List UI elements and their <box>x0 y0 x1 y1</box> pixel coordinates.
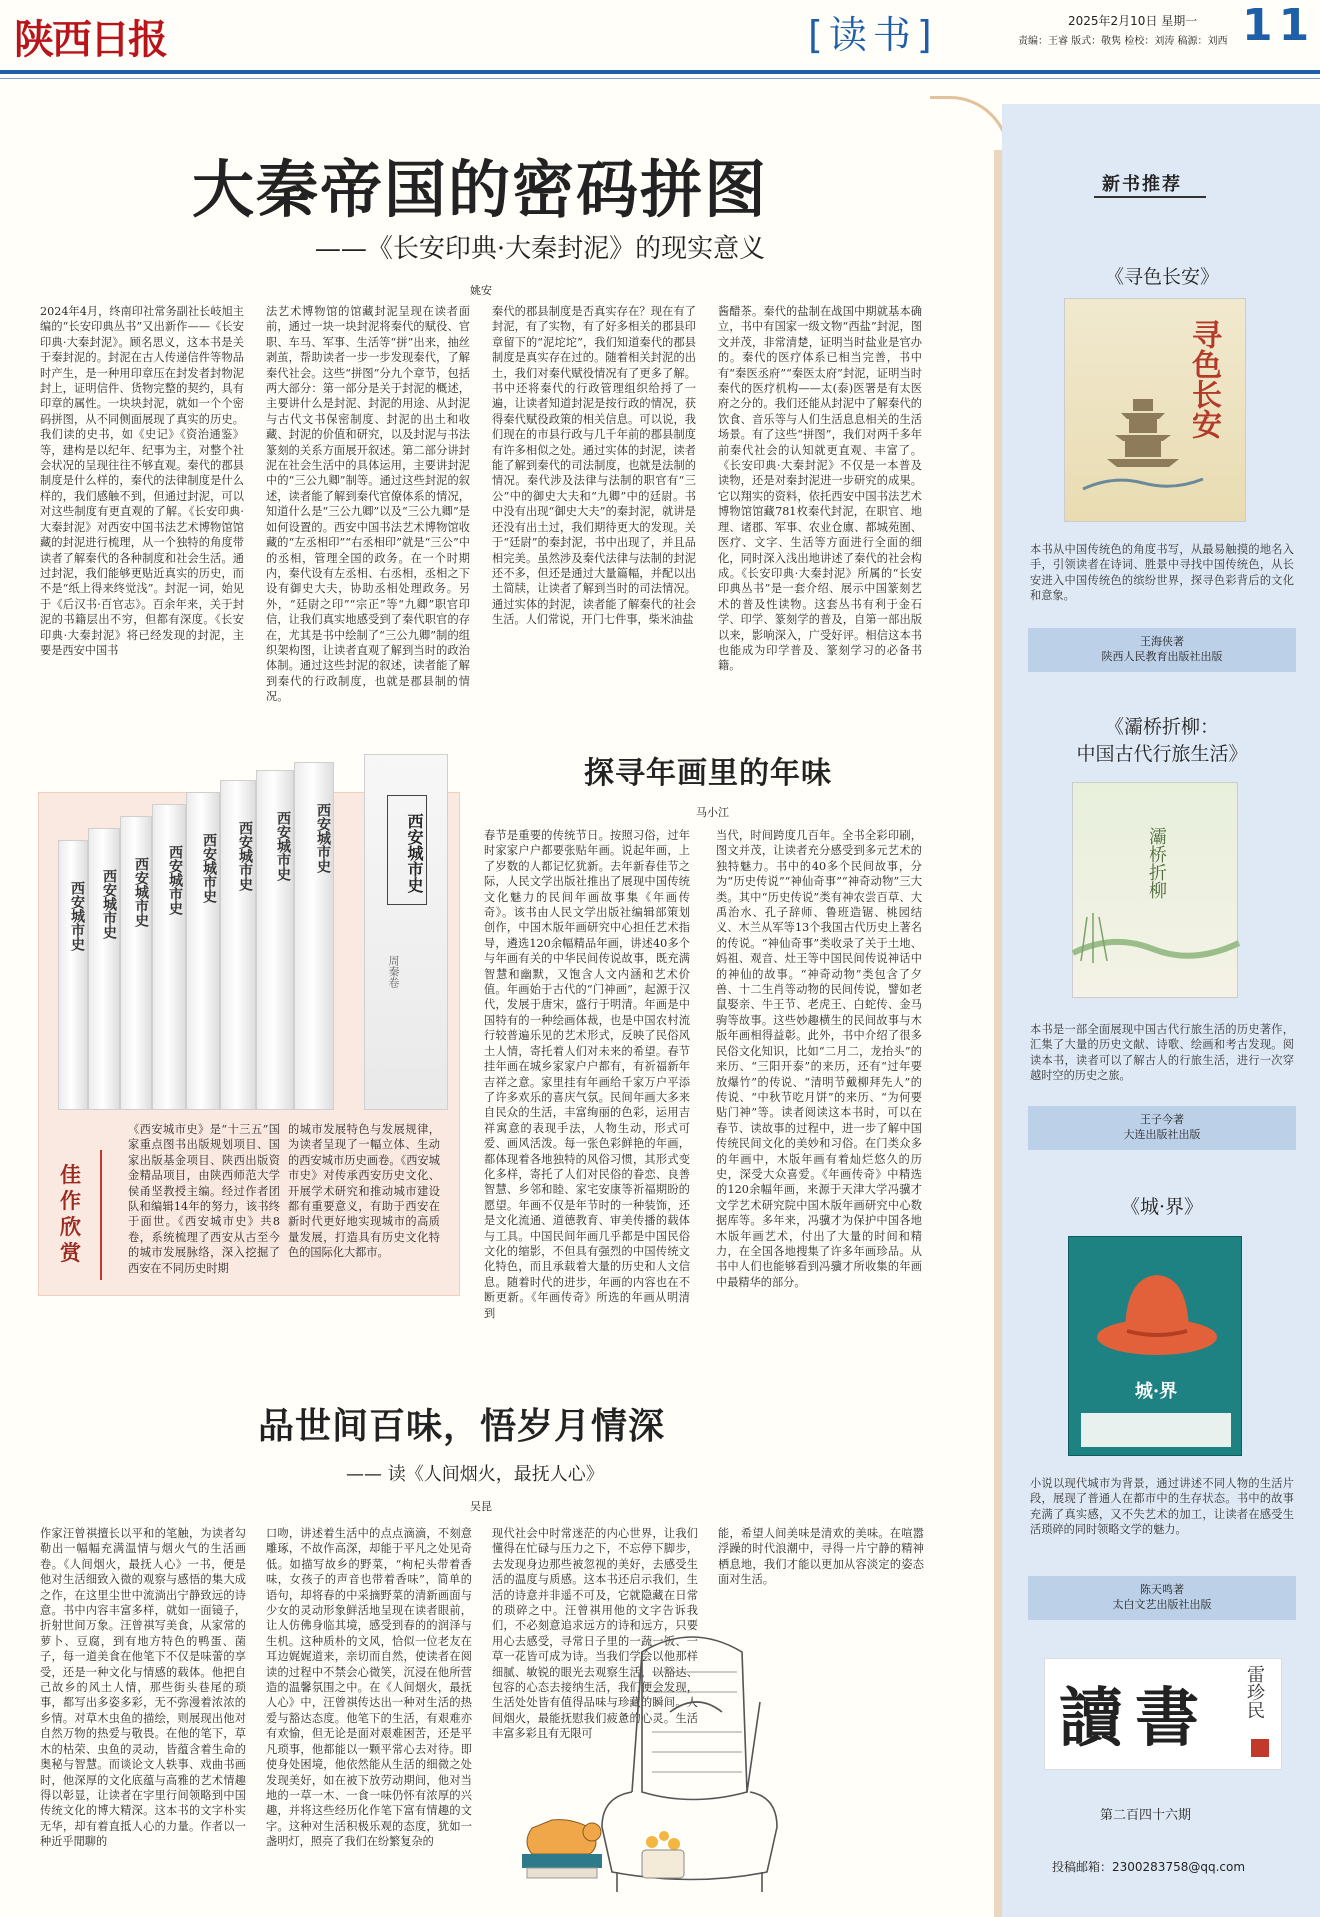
article1-col-2: 法艺术博物馆的馆藏封泥呈现在读者面前，通过一块一块封泥将秦代的赋役、官职、车马、军事、生活等“拼”出来，抽丝剥茧，帮助读者一步一步发现秦代，了解秦代社会。这些“拼图”分九个章节，包括两大部分：第一部分是关于封泥的概述，主要讲什么是封泥、封泥的用途、从封泥与古代文书保密制度、封泥的出土和收藏、封泥的价值和研究，以及封泥与书法篆刻的关系方面展开叙述。第二部分讲封泥在社会生活中的具体运用，主要讲封泥中的“三公九卿”制等。通过这些封泥的叙述，读者能了解到秦代官僚体系的情况，知道什么是“三公九卿”以及“三公九卿”是如何设置的。西安中国书法艺术博物馆收藏的“左丞相印”“右丞相印”就是“三公”中的丞相，管理全国的政务。在一个时期内，秦代设有左丞相、右丞相，丞相之下设有御史大夫，协助丞相处理政务。另外，“廷尉之印”“宗正”等“九卿”职官印信，让我们真实地感受到了秦代职官的存在，尤其是书中绘制了“三公九卿”制的组织架构图，让读者直观了解到当时的政治体制。通过这些封泥的叙述，读者能了解到秦代的行政制度，也就是郡县制的情况。 <box>266 305 470 704</box>
book-front-cover <box>364 754 448 1110</box>
masthead <box>0 0 1320 72</box>
editor-credits: 责编：王睿 版式：敬隽 检校：刘涛 稿源：刘西 <box>1018 36 1228 47</box>
book-spine: 西安城市史 <box>294 762 334 1110</box>
sidebar-book3-title: 《城·界》 <box>1120 1196 1204 1218</box>
sidebar-book3-cover <box>1068 1236 1242 1456</box>
article1-author: 姚安 <box>470 284 492 297</box>
sidebar-book2-title <box>1012 712 1312 766</box>
article3-col-2: 口吻，讲述着生活中的点点滴滴，不刻意雕琢，不故作高深，却能于平凡之处见奇低。如描写故乡的野菜，“枸杞头带着香味，女孩子的声音也带着香味”，简单的语句，却将春的中采摘野菜的清新画面与少女的灵动形象鲜活地呈现在读者眼前，让人仿佛身临其境，感受到春的的润泽与生机。这种质朴的文风，恰似一位老友在耳边娓娓道来，亲切而自然，使读者在阅读的过程中不禁会心微笑，沉浸在他所营造的温馨氛围之中。在《人间烟火，最抚人心》中，汪曾祺传达出一种对生活的热爱与豁达态度。他笔下的生活，有艰难亦有欢愉，但无论是面对艰难困苦，还是平凡琐事，他都能以一颗平常心去对待。即使身处困境，他依然能从生活的细微之处发现美好，如在被下放劳动期间，他对当地的一草一木、一食一味仍怀有浓厚的兴趣，并将这些经历化作笔下富有情趣的文字。这种对生活积极乐观的态度，犹如一盏明灯，照亮了我们在纷繁复杂的 <box>266 1527 472 1849</box>
sidebar-book2-pubbox <box>1028 1106 1296 1150</box>
article1-subtitle: ——《长安印典·大秦封泥》的现实意义 <box>314 234 766 264</box>
book-spine: 西安城市史 <box>120 816 152 1110</box>
sidebar-book1-cover <box>1064 298 1246 522</box>
sidebar-book2-title-line1: 《灞桥折柳： <box>1104 716 1219 738</box>
sidebar-book2-title-line2: 中国古代行旅生活》 <box>1076 743 1248 765</box>
article2-author: 马小江 <box>696 806 729 819</box>
book-spine: 西安城市史 <box>186 792 220 1110</box>
sidebar-heading: 新书推荐 <box>1102 174 1182 195</box>
article2-col-1: 春节是重要的传统节日。按照习俗，过年时家家户户都要张贴年画。说起年画，上了岁数的人都记忆犹新。去年新春佳节之际，人民文学出版社推出了展现中国传统文化魅力的民间年画故事集《年画传奇》。该书由人民文学出版社编辑部策划创作，中国木版年画研究中心担任艺术指导，遴选120余幅精品年画，讲述40多个与年画有关的中华民间传说故事，既充满智慧和幽默，又饱含人文内涵和艺术价值。年画始于古代的“门神画”，起源于汉代，发展于唐宋，盛行于明清。年画是中国特有的一种绘画体裁，也是中国农村流行较普遍乐见的艺术形式，反映了民俗风土人情，寄托着人们对未来的希望。春节挂年画在城乡家家户户都有，有祈福新年吉祥之意。家里挂有年画给千家万户平添了许多欢乐的喜庆气氛。民间年画大多来自民众的生活，丰富绚丽的色彩，运用吉祥寓意的表现手法，人物生动，形式可爱、画风活泼。每一张色彩鲜艳的年画，都体现着各地独特的风俗习惯，其形式变化多样，寄托了人们对民俗的眷恋、良善智慧、乡邻和睦、家宅安康等祈福期盼的愿望。年画不仅是年节时的一种装饰，还是文化流通、道德教育、审美传播的载体与工具。中国民间年画几乎都是中国民俗文化的缩影，不但具有强烈的中国传统文化特色，而且承载着大量的历史和人文信息。随着时代的进步，年画的内容也在不断更新。《年画传奇》所选的年画从明清到 <box>484 829 690 1320</box>
feature-col-1: 《西安城市史》是“十三五”国家重点图书出版规划项目、国家出版基金项目、陕西出版资金精品项目，由陕西师范大学侯甬坚教授主编。经过作者团队和编辑14年的努力，该书终于面世。《西安城市史》共8卷，系统梳理了西安从古至今的城市发展脉络，深入挖掘了西安在不同历史时期 <box>128 1123 280 1275</box>
submission-email: 投稿邮箱：2300283758@qq.com <box>1052 1860 1246 1874</box>
masthead-rule-thin <box>0 78 1320 79</box>
willow-river-icon <box>1073 903 1239 983</box>
calligraphy-seal <box>1044 1658 1282 1770</box>
book-spine: 西安城市史 <box>88 828 120 1110</box>
sidebar-heading-rule <box>1094 196 1206 198</box>
armchair-cat-illustration <box>492 1592 788 1898</box>
issue-number: 第二百四十六期 <box>1100 1808 1192 1823</box>
cover-blurb-band <box>1081 1413 1231 1447</box>
book-spine: 西安城市史 <box>152 804 186 1110</box>
sidebar-book3-pubbox <box>1028 1576 1296 1620</box>
calligraphy-text: 讀書 <box>1059 1681 1211 1756</box>
dateline <box>1068 12 1197 29</box>
article3-title: 品世间百味，悟岁月情深 <box>258 1406 666 1447</box>
sidebar-book2-cover <box>1072 782 1238 998</box>
book-front-title: 西安城市史 <box>387 795 427 905</box>
sidebar-book2-desc: 本书是一部全面展现中国古代行旅生活的历史著作，汇集了大量的历史文献、诗歌、绘画和考古发现。阅读本书，读者可以了解古人的行旅生活，进行一次穿越时空的历史之旅。 <box>1030 1023 1294 1083</box>
sidebar-book3-cover-title: 城·界 <box>1134 1381 1178 1402</box>
sidebar-book2-author: 王子今著 <box>1140 1113 1184 1126</box>
section-tag: [读书] <box>808 13 938 57</box>
article3-subtitle: —— 读《人间烟火，最抚人心》 <box>346 1464 604 1485</box>
sidebar-book1-desc: 本书从中国传统色的角度书写，从最易触摸的地名入手，引领读者在诗词、胜景中寻找中国传统色，从长安进入中国传统色的缤纷世界，探寻色彩背后的文化和意象。 <box>1030 543 1294 603</box>
sidebar-book3-desc: 小说以现代城市为背景，通过讲述不同人物的生活片段，展现了普通人在都市中的生存状态。书中的故事充满了真实感，又不失艺术的加工，让读者在感受生活琐碎的同时领略文学的魅力。 <box>1030 1477 1294 1537</box>
book-spine: 西安城市史 <box>256 770 294 1110</box>
article1-col-1: 2024年4月，终南印社常务副社长岐旭主编的“长安印典丛书”又出新作——《长安印典·大秦封泥》。顾名思义，这本书是关于秦封泥的。封泥在古人传递信件等物品时产生，是一种用印章压在封发者封物泥封上，证明信件、货物完整的契约，具有印章的属性。一块块封泥，就如一个个密码拼图，从不同侧面展现了真实的历史。我们读的史书，如《史记》《资治通鉴》等，建构是以纪年、纪事为主，对整个社会状况的呈现往往不够直观。秦代的郡县制度是什么样的，秦代的法律制度是什么样的，我们感触不到，但通过封泥，可以对这些制度有更直观的了解。《长安印典·大秦封泥》对西安中国书法艺术博物馆馆藏的封泥进行梳理，从一个独特的角度带读者了解秦代的各种制度和社会生活。通过封泥，我们能够更贴近真实的历史，而不是“纸上得来终觉浅”。封泥一词，始见于《后汉书·百官志》。百余年来，关于封泥的书籍层出不穷，但都有深度。《长安印典·大秦封泥》将已经发现的封泥，主要是西安中国书 <box>40 305 244 657</box>
book-spine: 西安城市史 <box>58 840 88 1110</box>
sidebar-book3-publisher: 太白文艺出版社出版 <box>1112 1598 1212 1611</box>
weekday: 星期一 <box>1161 14 1198 28</box>
page-number: 11 <box>1242 0 1316 51</box>
book-set-image <box>58 740 448 1110</box>
decorative-curve <box>930 96 1010 156</box>
sidebar-book2-cover-title: 灞桥折柳 <box>1146 827 1167 899</box>
article1-title: 大秦帝国的密码拼图 <box>191 153 768 226</box>
sidebar-book1-title: 《寻色长安》 <box>1104 266 1219 288</box>
sidebar-book1-author: 王海侠著 <box>1140 635 1184 648</box>
sidebar-book3-author: 陈天鸣著 <box>1140 1583 1184 1596</box>
article1-col-3: 秦代的郡县制度是否真实存在？现在有了封泥，有了实物，有了好多相关的郡县印章留下的“泥坨坨”，我们知道秦代的郡县制度是真实存在过的。随着相关封泥的出土，我们对秦代赋役情况有了更多了解。书中还将秦代的行政管理组织给捋了一遍，让读者知道封泥是按行政的情况，获得秦代赋役政策的相关信息。可以说，我们现在的市县行政与几千年前的郡县制度有许多相似之处。通过实体的封泥，读者能了解到秦代的司法制度，也就是法制的情况。秦代涉及法律与法制的职官有“三公”中的御史大夫和“九卿”中的廷尉。书中没有出现“御史大夫”的秦封泥，就讲是还没有出土过，我们期待更大的发现。关于“廷尉”的秦封泥，书中出现了，并且品相完美。虽然涉及秦代法律与法制的封泥还不多，但还是通过大量篇幅，并配以出土简牍，让读者了解到当时的司法情况。通过实体的封泥，读者能了解秦代的社会生活。人们常说，开门七件事，柴米油盐 <box>492 305 696 627</box>
newspaper-logo: 陕西日报 <box>14 16 166 63</box>
date: 2025年2月10日 <box>1068 14 1158 28</box>
article3-col-4: 能，希望人间美味是清欢的美味。在喧嚣浮躁的时代浪潮中，寻得一片宁静的精神栖息地，我们才能以更加从容淡定的姿态面对生活。 <box>718 1527 924 1587</box>
article3-col-1: 作家汪曾祺擅长以平和的笔触，为读者勾勒出一幅幅充满温情与烟火气的生活画卷。《人间烟火，最抚人心》一书，便是他对生活细致入微的观察与感悟的集大成之作，在这里尘世中流淌出宁静致远的诗意。书中内容丰富多样，就如一面镜子，折射世间万象。汪曾祺写美食，从家常的萝卜、豆腐，到有地方特色的鸭蛋、菌子，每一道美食在他笔下不仅是味蕾的享受，还是一种文化与情感的载体。他把自己故乡的风土人情，那些街头巷尾的琐事，都写出多姿多彩，无不弥漫着浓浓的乡情。对草木虫鱼的描绘，则展现出他对自然万物的热爱与敬畏。在他的笔下，草木的枯荣、虫鱼的灵动，皆蕴含着生命的奥秘与智慧。而谈论文人轶事、戏曲书画时，他深厚的文化底蕴与高雅的艺术情趣得以彰显，让读者在字里行间领略到中国传统文化的博大精深。这本书的文字朴实无华，却有着直抵人心的力量。作者以一种近乎閒聊的 <box>40 1527 246 1849</box>
red-seal-stamp <box>1251 1739 1269 1757</box>
feature-col-2: 的城市发展特色与发展规律，为读者呈现了一幅立体、生动的西安城市历史画卷。《西安城市史》对传承西安历史文化、开展学术研究和推动城市建设都有重要意义，有助于西安在新时代更好地实现城市的高质量发展，打造具有历史文化特色的国际化大都市。 <box>288 1123 440 1260</box>
sidebar-book2-publisher: 大连出版社出版 <box>1123 1128 1201 1141</box>
book-front-volume: 周秦卷 <box>387 955 400 988</box>
hat-icon <box>1095 1257 1219 1367</box>
feature-label-rule <box>100 1150 102 1280</box>
pagoda-icon <box>1083 379 1203 499</box>
masthead-rule <box>0 70 1320 74</box>
feature-label: 佳作欣赏 <box>60 1163 81 1265</box>
article3-col-3: 现代社会中时常迷茫的内心世界，让我们懂得在忙碌与压力之下，不忘停下脚步，去发现身边那些被忽视的美好，去感受生活的温度与质感。这本书还启示我们，生活的诗意并非遥不可及，它就隐藏在日常的琐碎之中。汪曾祺用他的文字告诉我们，不必刻意追求远方的诗和远方，只要用心去感受，寻常日子里的一蔬一饭、一草一花皆可成为诗。当我们学会以他那样细腻、敏锐的眼光去观察生活，以豁达、包容的心态去接纳生活，我们便会发现，生活处处皆有值得品味与珍藏的瞬间。人间烟火，最能抚慰我们疲惫的心灵。生活丰富多彩且有无限可 <box>492 1527 698 1741</box>
article2-title: 探寻年画里的年味 <box>584 756 832 791</box>
article1-col-4: 酱醋茶。秦代的盐制在战国中期就基本确立，书中有国家一级文物“西盐”封泥，图文并茂，非常清楚，证明当时盐业是官办的。秦代的医疗体系已相当完善，书中有“秦医丞府”“秦医太府”封泥，证明当时秦代的医疗机构——太(泰)医署是有太医府之分的。我们还能从封泥中了解秦代的饮食、音乐等与人们生活息息相关的生活场景。有了这些“拼图”，我们对两千多年前秦代社会的认知就更直观、丰富了。《长安印典·大秦封泥》不仅是一本普及读物，还是对秦封泥进一步研究的成果。它以翔实的资料，依托西安中国书法艺术博物馆馆藏781枚秦代封泥，在职官、地理、诸郡、军事、农业仓廪、都城苑囿、医疗、文字、生活等方面进行全面的细化，同时深入浅出地讲述了秦代的社会构成。《长安印典·大秦封泥》所属的“长安印典丛书”是一套介绍、展示中国篆刻艺术的普及性读物。这套丛书有利于金石学、印学、篆刻学的普及，自第一部出版以来，影响深入，广受好评。相信这本书也能成为印学普及、篆刻学习的必备书籍。 <box>718 305 922 673</box>
book-spine: 西安城市史 <box>220 780 256 1110</box>
sidebar-book1-cover-title: 寻色长安 <box>1186 319 1221 439</box>
article3-author: 吴昆 <box>470 1500 492 1513</box>
sidebar-book1-pubbox <box>1028 628 1296 672</box>
sidebar-book1-publisher: 陕西人民教育出版社出版 <box>1101 650 1223 663</box>
calligraphy-signature: 雷珍民 <box>1244 1665 1265 1719</box>
decorative-rail <box>994 150 1002 1917</box>
article2-col-2: 当代，时间跨度几百年。全书全彩印刷，图文并茂，让读者充分感受到多元艺术的独特魅力。书中的40多个民间故事，分为“历史传说”“神仙奇事”“神奇动物”三大类。其中“历史传说”类有神农尝百草、大禹治水、孔子辞师、鲁班造锯、桃园结义、木兰从军等13个我国古代历史上著名的传说。“神仙奇事”类收录了关于土地、妈祖、观音、灶王等中国民间传说神话中的神仙的故事。“神奇动物”类包含了夕兽、十二生肖等动物的民间传说，譬如老鼠娶亲、牛王节、老虎王、白蛇传、金马驹等故事。这些妙趣横生的民间故事与木版年画相得益彰。此外，书中介绍了很多民俗文化知识，比如“二月二，龙抬头”的来历、“三阳开泰”的来历，还有“过年要放爆竹”的传说、“清明节戴柳拜先人”的传说、“中秋节吃月饼”的来历、“为何要贴门神”等。读者阅读这本书时，可以在春节、读故事的过程中，进一步了解中国传统民间文化的美妙和习俗。在门类众多的年画中，木版年画有着灿烂悠久的历史，深受大众喜爱。《年画传奇》中精选的120余幅年画，来源于天津大学冯骥才文学艺术研究院中国木版年画研究中心数据库等。多年来，冯骥才为保护中国各地木版年画艺术，付出了大量的时间和精力，在全国各地搜集了许多年画珍品。从书中人们也能够看到冯骥才所收集的年画中最精华的部分。 <box>716 829 922 1289</box>
